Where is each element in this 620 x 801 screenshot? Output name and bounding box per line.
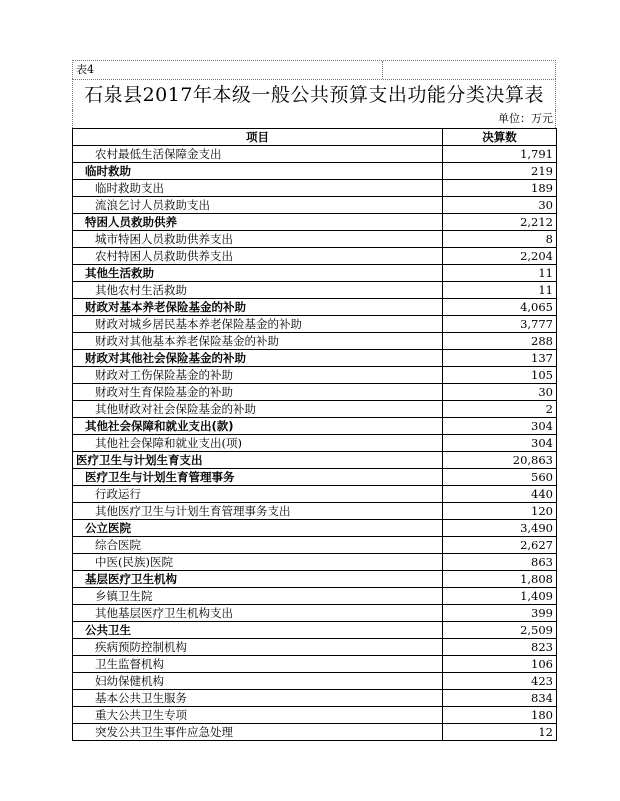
row-item-name: 财政对其他社会保险基金的补助	[73, 350, 443, 367]
row-amount: 30	[443, 384, 557, 401]
table-row	[73, 214, 557, 231]
row-item-name: 农村最低生活保障金支出	[73, 146, 443, 163]
row-amount: 823	[443, 639, 557, 656]
row-amount: 11	[443, 282, 557, 299]
empty-cell	[383, 61, 557, 79]
row-amount: 2,204	[443, 248, 557, 265]
table-row	[73, 435, 557, 452]
row-amount: 105	[443, 367, 557, 384]
row-item-name: 突发公共卫生事件应急处理	[73, 724, 443, 741]
table-row	[73, 316, 557, 333]
row-item-name: 疾病预防控制机构	[73, 639, 443, 656]
row-item-name: 卫生监督机构	[73, 656, 443, 673]
row-amount: 288	[443, 333, 557, 350]
row-amount: 180	[443, 707, 557, 724]
table-row	[73, 605, 557, 622]
table-label-row	[72, 60, 556, 79]
row-amount: 120	[443, 503, 557, 520]
row-amount: 106	[443, 656, 557, 673]
table-row	[73, 180, 557, 197]
table-row	[73, 282, 557, 299]
row-amount: 3,777	[443, 316, 557, 333]
table-row	[73, 384, 557, 401]
row-item-name: 财政对基本养老保险基金的补助	[73, 299, 443, 316]
row-amount: 137	[443, 350, 557, 367]
row-item-name: 基本公共卫生服务	[73, 690, 443, 707]
row-item-name: 城市特困人员救助供养支出	[73, 231, 443, 248]
table-row	[73, 724, 557, 741]
row-amount: 30	[443, 197, 557, 214]
row-amount: 834	[443, 690, 557, 707]
row-item-name: 其他医疗卫生与计划生育管理事务支出	[73, 503, 443, 520]
row-amount: 423	[443, 673, 557, 690]
table-header-row	[73, 129, 557, 146]
row-amount: 560	[443, 469, 557, 486]
row-item-name: 中医(民族)医院	[73, 554, 443, 571]
table-row	[73, 554, 557, 571]
row-item-name: 其他社会保障和就业支出(项)	[73, 435, 443, 452]
row-item-name: 公立医院	[73, 520, 443, 537]
expenditure-table	[72, 128, 557, 741]
row-amount: 304	[443, 435, 557, 452]
table-row	[73, 265, 557, 282]
table-row	[73, 146, 557, 163]
table-label: 表4	[73, 61, 383, 79]
row-item-name: 重大公共卫生专项	[73, 707, 443, 724]
table-body	[73, 146, 557, 741]
table-row	[73, 197, 557, 214]
table-row	[73, 656, 557, 673]
row-amount: 304	[443, 418, 557, 435]
table-row	[73, 350, 557, 367]
row-item-name: 财政对城乡居民基本养老保险基金的补助	[73, 316, 443, 333]
table-row	[73, 163, 557, 180]
table-row	[73, 673, 557, 690]
row-item-name: 其他社会保障和就业支出(款)	[73, 418, 443, 435]
row-item-name: 其他生活救助	[73, 265, 443, 282]
table-row	[73, 486, 557, 503]
table-row	[73, 469, 557, 486]
row-amount: 1,409	[443, 588, 557, 605]
row-item-name: 综合医院	[73, 537, 443, 554]
table-row	[73, 231, 557, 248]
row-item-name: 财政对工伤保险基金的补助	[73, 367, 443, 384]
row-amount: 219	[443, 163, 557, 180]
table-row	[73, 333, 557, 350]
unit-label: 单位：万元	[72, 110, 556, 128]
row-item-name: 财政对生育保险基金的补助	[73, 384, 443, 401]
row-amount: 2,212	[443, 214, 557, 231]
row-item-name: 妇幼保健机构	[73, 673, 443, 690]
row-item-name: 临时救助	[73, 163, 443, 180]
row-amount: 189	[443, 180, 557, 197]
table-row	[73, 690, 557, 707]
row-item-name: 行政运行	[73, 486, 443, 503]
header-item: 项目	[73, 129, 443, 146]
table-row	[73, 503, 557, 520]
table-row	[73, 588, 557, 605]
row-item-name: 特困人员救助供养	[73, 214, 443, 231]
row-amount: 8	[443, 231, 557, 248]
row-amount: 1,808	[443, 571, 557, 588]
row-amount: 399	[443, 605, 557, 622]
table-row	[73, 367, 557, 384]
report-sheet	[72, 60, 556, 741]
row-item-name: 医疗卫生与计划生育管理事务	[73, 469, 443, 486]
row-item-name: 其他财政对社会保险基金的补助	[73, 401, 443, 418]
row-item-name: 财政对其他基本养老保险基金的补助	[73, 333, 443, 350]
row-amount: 11	[443, 265, 557, 282]
row-item-name: 乡镇卫生院	[73, 588, 443, 605]
row-item-name: 其他基层医疗卫生机构支出	[73, 605, 443, 622]
row-amount: 2,509	[443, 622, 557, 639]
row-amount: 12	[443, 724, 557, 741]
table-row	[73, 571, 557, 588]
row-amount: 2	[443, 401, 557, 418]
row-item-name: 其他农村生活救助	[73, 282, 443, 299]
row-item-name: 基层医疗卫生机构	[73, 571, 443, 588]
row-amount: 2,627	[443, 537, 557, 554]
row-item-name: 农村特困人员救助供养支出	[73, 248, 443, 265]
header-amount: 决算数	[443, 129, 557, 146]
table-row	[73, 452, 557, 469]
row-amount: 863	[443, 554, 557, 571]
table-row	[73, 248, 557, 265]
table-row	[73, 639, 557, 656]
row-amount: 1,791	[443, 146, 557, 163]
row-item-name: 医疗卫生与计划生育支出	[73, 452, 443, 469]
row-amount: 3,490	[443, 520, 557, 537]
row-amount: 20,863	[443, 452, 557, 469]
table-row	[73, 622, 557, 639]
report-title: 石泉县2017年本级一般公共预算支出功能分类决算表	[72, 79, 556, 110]
table-row	[73, 520, 557, 537]
row-item-name: 流浪乞讨人员救助支出	[73, 197, 443, 214]
table-row	[73, 299, 557, 316]
row-amount: 4,065	[443, 299, 557, 316]
table-row	[73, 401, 557, 418]
table-row	[73, 537, 557, 554]
row-item-name: 公共卫生	[73, 622, 443, 639]
row-amount: 440	[443, 486, 557, 503]
table-row	[73, 418, 557, 435]
row-item-name: 临时救助支出	[73, 180, 443, 197]
table-row	[73, 707, 557, 724]
